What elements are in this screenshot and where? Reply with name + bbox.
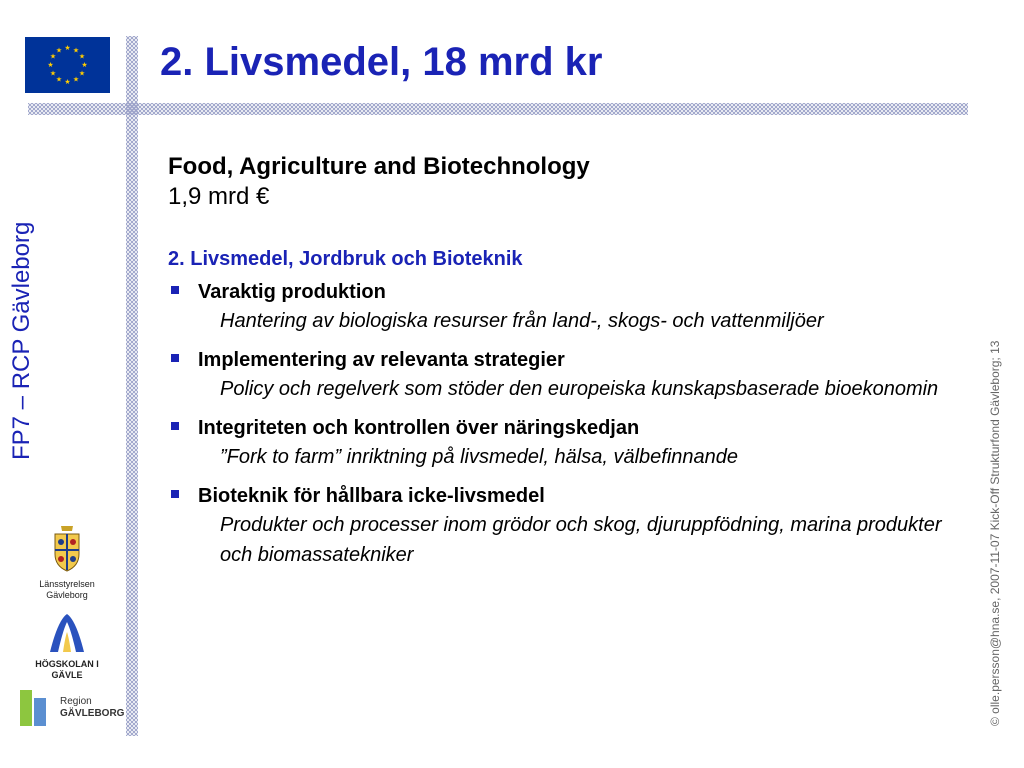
list-item — [168, 346, 968, 404]
main-content — [168, 152, 968, 580]
lansstyrelsen-logo — [28, 522, 106, 601]
region-gavleborg-logo — [18, 688, 125, 728]
list-item — [168, 278, 968, 336]
svg-text:★: ★ — [64, 44, 71, 52]
budget-value: 1,9 mrd € — [168, 183, 270, 210]
svg-text:★: ★ — [78, 69, 86, 78]
svg-text:★: ★ — [55, 75, 63, 84]
list-item — [168, 414, 968, 472]
eu-flag-icon — [25, 37, 110, 93]
coat-of-arms-icon — [28, 522, 106, 574]
item-description: ”Fork to farm” inriktning på livsmedel, hälsa, välbefinnande — [220, 446, 739, 468]
region-label-line2: GÄVLEBORG — [60, 708, 125, 719]
section-heading: Food, Agriculture and Biotechnology — [168, 153, 590, 180]
svg-text:★: ★ — [64, 78, 71, 86]
region-label-line1: Region — [60, 696, 92, 707]
svg-text:★: ★ — [49, 52, 57, 61]
svg-text:★: ★ — [72, 46, 80, 55]
svg-text:★: ★ — [55, 46, 63, 55]
bullet-icon — [171, 354, 179, 362]
subheading: 2. Livsmedel, Jordbruk och Bioteknik — [168, 248, 523, 270]
item-title: Bioteknik för hållbara icke-livsmedel — [198, 485, 545, 507]
side-title: FP7 – RCP Gävleborg — [8, 221, 35, 460]
region-emblem-icon — [18, 688, 58, 728]
lansstyrelsen-label: Länsstyrelsen Gävleborg — [39, 579, 95, 600]
page-title: 2. Livsmedel, 18 mrd kr — [160, 40, 603, 84]
svg-text:★: ★ — [47, 61, 54, 69]
credit-text: © olle.persson@hna.se, 2007-11-07 Kick-Off Strukturfond Gävleborg; 13 — [988, 340, 1002, 726]
bullet-icon — [171, 490, 179, 498]
hogskolan-emblem-icon — [28, 610, 106, 654]
horizontal-divider — [28, 103, 968, 115]
svg-text:★: ★ — [72, 75, 80, 84]
bullet-icon — [171, 422, 179, 430]
hogskolan-label: HÖGSKOLAN I GÄVLE — [35, 659, 99, 680]
item-title: Integriteten och kontrollen över näringskedjan — [198, 417, 640, 439]
svg-text:★: ★ — [81, 61, 88, 69]
item-title: Varaktig produktion — [198, 281, 386, 303]
item-description: Produkter och processer inom grödor och skog, djuruppfödning, marina produkter och biomassatekniker — [220, 514, 942, 566]
item-description: Hantering av biologiska resurser från land-, skogs- och vattenmiljöer — [220, 310, 824, 332]
hogskolan-logo — [28, 610, 106, 681]
list-item — [168, 482, 968, 570]
svg-text:★: ★ — [49, 69, 57, 78]
bullet-icon — [171, 286, 179, 294]
item-title: Implementering av relevanta strategier — [198, 349, 565, 371]
svg-text:★: ★ — [78, 52, 86, 61]
item-description: Policy och regelverk som stöder den europeiska kunskapsbaserade bioekonomin — [220, 378, 939, 400]
vertical-divider — [126, 36, 138, 736]
